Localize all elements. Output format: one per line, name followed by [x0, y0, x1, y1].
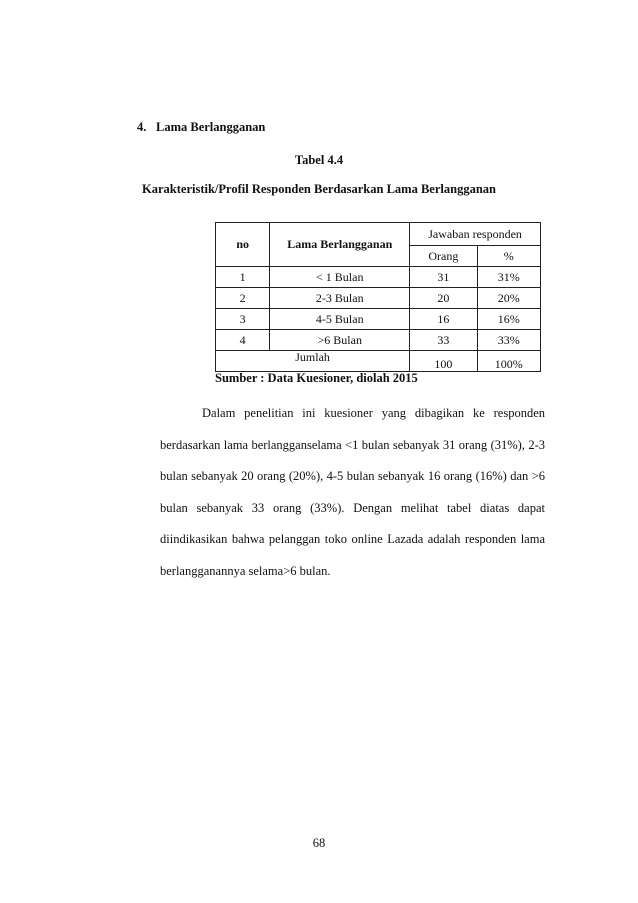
cell-count: 16: [410, 309, 477, 330]
header-count: Orang: [410, 246, 477, 267]
cell-percent: 20%: [477, 288, 540, 309]
cell-no: 1: [216, 267, 270, 288]
body-paragraph: [160, 398, 545, 587]
cell-count: 31: [410, 267, 477, 288]
cell-no: 2: [216, 288, 270, 309]
cell-duration: 4-5 Bulan: [270, 309, 410, 330]
page-number: 68: [312, 836, 326, 850]
table-row: [216, 330, 541, 351]
table-row: [216, 267, 541, 288]
table-caption: Tabel 4.4: [294, 153, 344, 167]
paragraph-text: Dalam penelitian ini kuesioner yang dibagikan ke responden berdasarkan lama berlangganselama <1 bulan sebanyak 31 orang (31%), 2-3 bulan sebanyak 20 orang (20%), 4-5 bulan sebanyak 16 orang (16%) dan >6 bulan sebanyak 33 orang (33%). Dengan melihat tabel diatas dapat diindikasikan bahwa pelanggan toko online Lazada adalah responden lama berlangganannya selama>6 bulan.: [160, 406, 545, 578]
section-heading: [137, 120, 265, 135]
cell-duration: >6 Bulan: [270, 330, 410, 351]
table-total-row: [216, 351, 541, 372]
cell-no: 4: [216, 330, 270, 351]
cell-duration: 2-3 Bulan: [270, 288, 410, 309]
header-duration: Lama Berlangganan: [270, 223, 410, 267]
respondent-table: [215, 222, 541, 372]
total-label: Jumlah: [216, 351, 410, 372]
cell-percent: 33%: [477, 330, 540, 351]
cell-percent: 16%: [477, 309, 540, 330]
header-percent: %: [477, 246, 540, 267]
table-row: [216, 288, 541, 309]
cell-count: 20: [410, 288, 477, 309]
section-number: 4.: [137, 120, 147, 134]
section-title: Lama Berlangganan: [156, 120, 266, 134]
header-no: no: [216, 223, 270, 267]
table-header-row: [216, 223, 541, 246]
cell-count: 33: [410, 330, 477, 351]
header-answers: Jawaban responden: [410, 223, 541, 246]
cell-duration: < 1 Bulan: [270, 267, 410, 288]
cell-percent: 31%: [477, 267, 540, 288]
table-source: Sumber : Data Kuesioner, diolah 2015: [215, 371, 418, 385]
table-row: [216, 309, 541, 330]
total-percent: 100%: [477, 351, 540, 372]
cell-no: 3: [216, 309, 270, 330]
table-title: Karakteristik/Profil Responden Berdasarkan Lama Berlangganan: [142, 182, 496, 196]
total-count: 100: [410, 351, 477, 372]
